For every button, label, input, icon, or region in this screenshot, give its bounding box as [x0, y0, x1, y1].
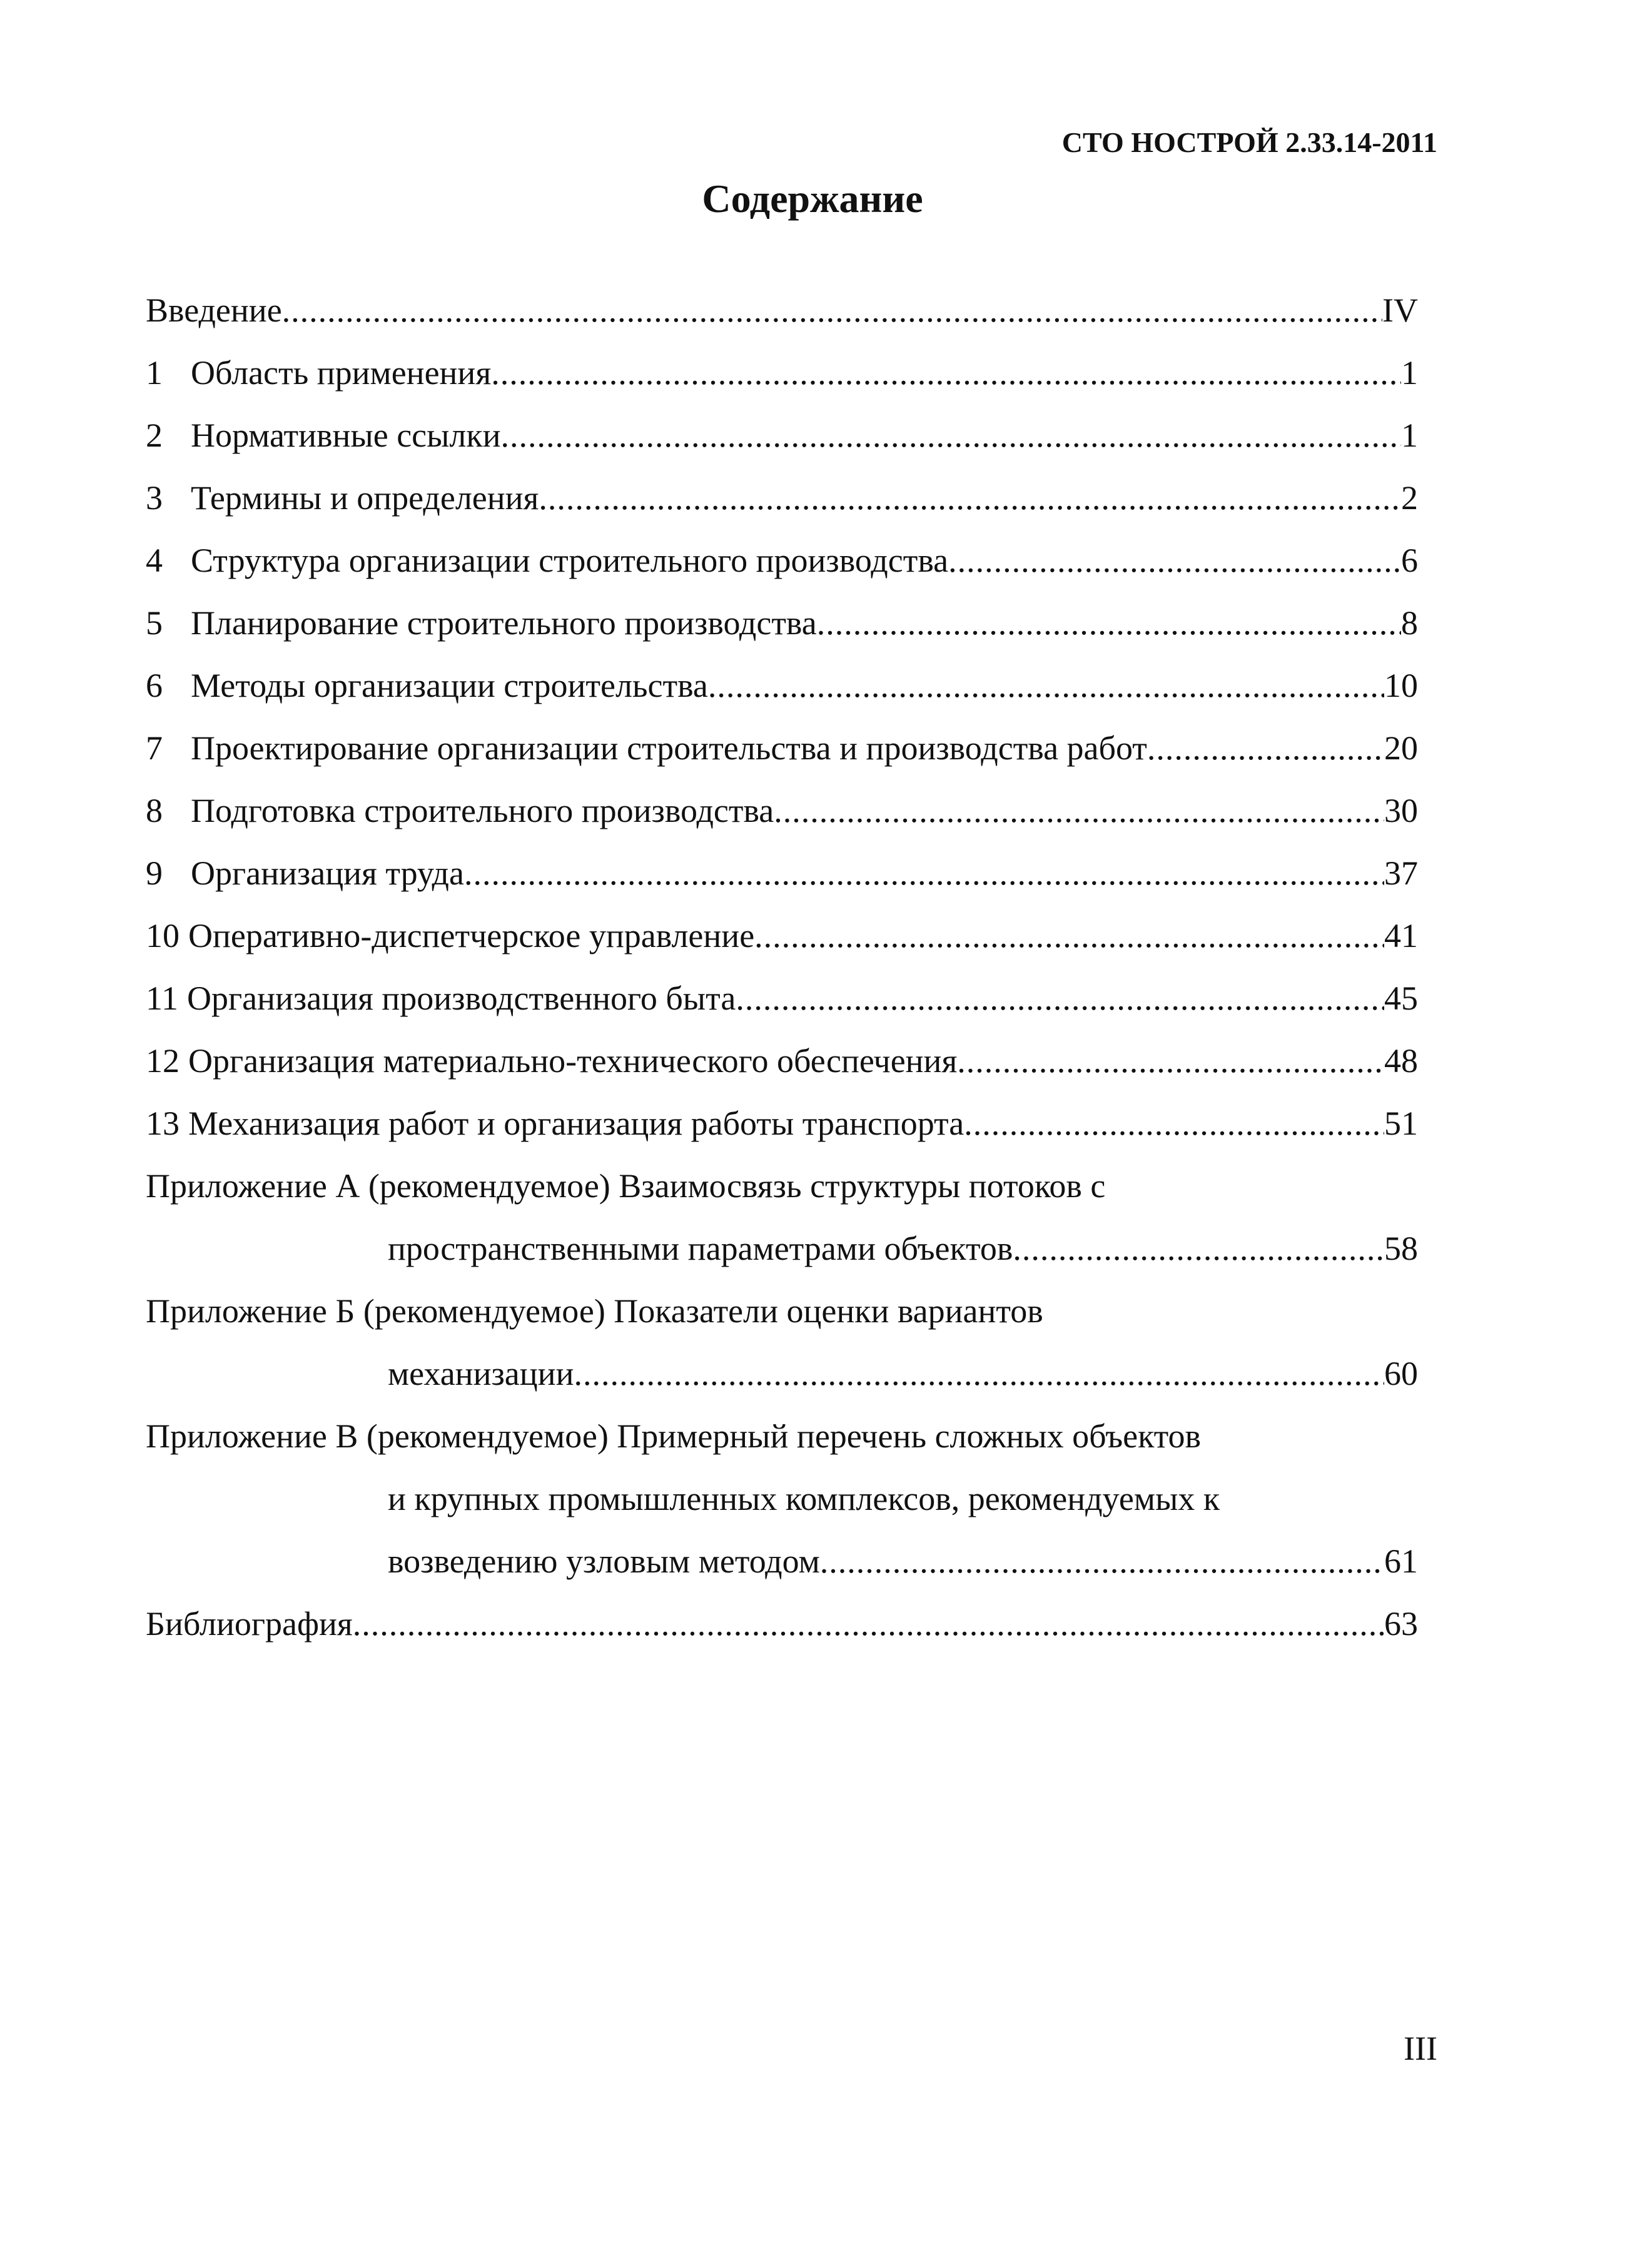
dot-leader: [957, 1030, 1384, 1092]
toc-entry-page: 63: [1384, 1605, 1418, 1643]
toc-entry-page: 10: [1384, 667, 1418, 704]
toc-entry-title: Библиография: [146, 1605, 353, 1643]
toc-entry-introduction[interactable]: [146, 279, 1418, 342]
toc-entry-title-continued: пространственными параметрами объектов: [388, 1230, 1013, 1267]
dot-leader: [964, 1092, 1384, 1155]
dot-leader: [353, 1592, 1384, 1655]
toc-entry-number: 3: [146, 479, 163, 517]
toc-entry-number: 12: [146, 1042, 180, 1080]
toc-entry-page: 1: [1401, 417, 1418, 454]
dot-leader: [736, 967, 1384, 1030]
dot-leader: [1147, 717, 1384, 779]
dot-leader: [754, 904, 1384, 967]
toc-entry-title: Введение: [146, 291, 282, 329]
dot-leader: [1013, 1217, 1384, 1280]
toc-entry-page: 1: [1401, 354, 1418, 392]
toc-entry-number: 11: [146, 980, 178, 1017]
toc-entry-title: Планирование строительного производства: [191, 604, 817, 642]
toc-entry-number: 1: [146, 354, 163, 392]
dot-leader: [464, 842, 1384, 904]
toc-entry-page: 58: [1384, 1230, 1418, 1267]
toc-entry-page: 61: [1384, 1542, 1418, 1580]
toc-entry-section-3[interactable]: [146, 467, 1418, 529]
toc-entry-title: Организация труда: [191, 854, 464, 892]
dot-leader: [491, 342, 1401, 404]
toc-entry-page: 41: [1384, 917, 1418, 954]
toc-entry-section-6[interactable]: [146, 654, 1418, 717]
dot-leader: [282, 279, 1382, 342]
toc-entry-number: 13: [146, 1105, 180, 1142]
toc-entry-number: 5: [146, 604, 163, 642]
toc-entry-title: Проектирование организации строительства и производства работ: [191, 729, 1147, 767]
toc-entry-section-5[interactable]: [146, 592, 1418, 654]
table-of-contents: [146, 279, 1418, 1655]
toc-entry-number: 4: [146, 542, 163, 579]
document-code: СТО НОСТРОЙ 2.33.14-2011: [1061, 126, 1437, 158]
toc-entry-title: Приложение Б (рекомендуемое) Показатели оценки вариантов: [146, 1292, 1043, 1330]
toc-entry-title-continued: механизации: [388, 1355, 574, 1392]
toc-entry-number: 2: [146, 417, 163, 454]
toc-entry-page: IV: [1382, 291, 1418, 329]
toc-entry-page: 6: [1401, 542, 1418, 579]
toc-entry-section-7[interactable]: [146, 717, 1418, 779]
toc-entry-title: Подготовка строительного производства: [191, 792, 774, 829]
dot-leader: [774, 779, 1384, 842]
dot-leader: [574, 1342, 1384, 1405]
toc-entry-page: 45: [1384, 980, 1418, 1017]
toc-entry-number: 6: [146, 667, 163, 704]
toc-entry-number: 10: [146, 917, 180, 954]
toc-entry-section-12[interactable]: [146, 1030, 1418, 1092]
page-number: III: [1404, 2030, 1437, 2067]
toc-entry-section-10[interactable]: [146, 904, 1418, 967]
toc-entry-section-9[interactable]: [146, 842, 1418, 904]
toc-entry-page: 51: [1384, 1105, 1418, 1142]
dot-leader: [501, 404, 1402, 467]
toc-entry-section-4[interactable]: [146, 529, 1418, 592]
toc-entry-page: 30: [1384, 792, 1418, 829]
toc-entry-title: Термины и определения: [191, 479, 539, 517]
toc-entry-title: Приложение В (рекомендуемое) Примерный перечень сложных объектов: [146, 1417, 1202, 1455]
toc-entry-bibliography[interactable]: [146, 1592, 1418, 1655]
toc-entry-title: Область применения: [191, 354, 492, 392]
toc-entry-number: 8: [146, 792, 163, 829]
toc-entry-appendix-b[interactable]: [146, 1280, 1418, 1405]
toc-entry-title: Приложение А (рекомендуемое) Взаимосвязь структуры потоков с: [146, 1167, 1106, 1205]
toc-entry-title-continued: и крупных промышленных комплексов, рекомендуемых к: [388, 1480, 1220, 1517]
toc-entry-number: 7: [146, 729, 163, 767]
toc-entry-section-11[interactable]: [146, 967, 1418, 1030]
toc-entry-title: Методы организации строительства: [191, 667, 708, 704]
dot-leader: [820, 1530, 1384, 1592]
toc-entry-number: 9: [146, 854, 163, 892]
toc-entry-appendix-v[interactable]: [146, 1405, 1418, 1592]
toc-entry-page: 2: [1401, 479, 1418, 517]
toc-entry-page: 20: [1384, 729, 1418, 767]
toc-entry-section-13[interactable]: [146, 1092, 1418, 1155]
toc-entry-title: Организация производственного быта: [187, 980, 736, 1017]
dot-leader: [708, 654, 1384, 717]
toc-entry-page: 60: [1384, 1355, 1418, 1392]
toc-entry-page: 48: [1384, 1042, 1418, 1080]
toc-entry-section-2[interactable]: [146, 404, 1418, 467]
toc-entry-page: 37: [1384, 854, 1418, 892]
toc-entry-section-1[interactable]: [146, 342, 1418, 404]
dot-leader: [948, 529, 1401, 592]
toc-entry-appendix-a[interactable]: [146, 1155, 1418, 1280]
dot-leader: [539, 467, 1401, 529]
toc-entry-page: 8: [1401, 604, 1418, 642]
toc-entry-title-continued: возведению узловым методом: [388, 1542, 820, 1580]
toc-entry-section-8[interactable]: [146, 779, 1418, 842]
page-title: Содержание: [702, 176, 923, 221]
dot-leader: [817, 592, 1401, 654]
toc-entry-title: Структура организации строительного производства: [191, 542, 949, 579]
toc-entry-title: Организация материально-технического обеспечения: [188, 1042, 958, 1080]
toc-entry-title: Нормативные ссылки: [191, 417, 501, 454]
toc-entry-title: Оперативно-диспетчерское управление: [188, 917, 755, 954]
toc-entry-title: Механизация работ и организация работы транспорта: [188, 1105, 964, 1142]
